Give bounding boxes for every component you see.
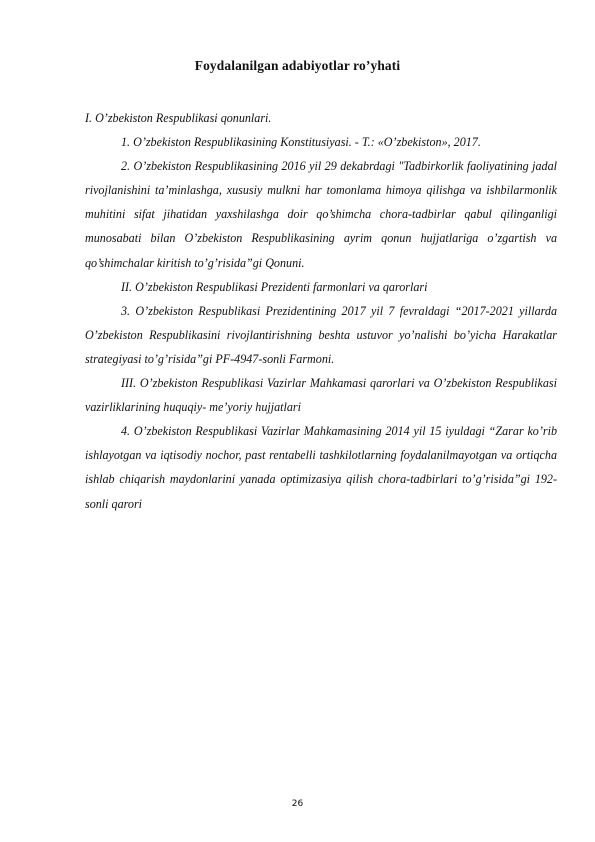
reference-item-4: 4. O’zbekiston Respublikasi Vazirlar Mahkamasining 2014 yil 15 iyuldagi “Zarar ko’rib ishlayotgan va iqtisodiy nochor, past rentabelli tashkilotlarning foydalanilmayotgan va ortiqcha ishlab chiqarish maydonlarini yanada optimizasiya qilish chora-tadbirlari to’g’risida”gi 192-sonli qarori: [85, 424, 557, 511]
reference-item-3: 3. O’zbekiston Respublikasi Prezidentining 2017 yil 7 fevraldagi “2017-2021 yillarda O’zbekiston Respublikasini rivojlantirishning beshta ustuvor yo’nalishi bo’yicha Harakatlar strategiyasi to’g’risida”gi PF-4947-sonli Farmoni.: [85, 303, 557, 366]
reference-item-2: 2. O’zbekiston Respublikasining 2016 yil 29 dekabrdagi "Tadbirkorlik faoliyatining jadal rivojlanishini ta’minlashga, xususiy mulkni har tomonlama himoya qilishga va ishbilarmonlik muhitini sifat jihatidan yaxshilashga doir qo’shimcha chora-tadbirlar qabul qilinganligi munosabati bilan O’zbekiston Respublikasining ayrim qonun hujjatlariga o’zgartish va qo’shimchalar kiritish to’g’risida”gi Qonuni.: [85, 159, 557, 270]
reference-item-1: 1. O’zbekiston Respublikasining Konstitusiyasi. - T.: «O’zbekiston», 2017.: [121, 135, 481, 150]
page-title: Foydalanilgan adabiyotlar ro’yhati: [194, 58, 401, 73]
bibliography-body: [85, 106, 557, 516]
section-heading-decrees: II. O’zbekiston Respublikasi Prezidenti farmonlari va qarorlari: [121, 279, 428, 294]
section-heading-laws: I. O’zbekiston Respublikasi qonunlari.: [85, 111, 272, 125]
page-number: 26: [291, 799, 304, 809]
section-heading-resolutions: III. O’zbekiston Respublikasi Vazirlar Mahkamasi qarorlari va O’zbekiston Respublikasi vazirliklarining huquqiy- me’yoriy hujjatlari: [85, 376, 557, 415]
